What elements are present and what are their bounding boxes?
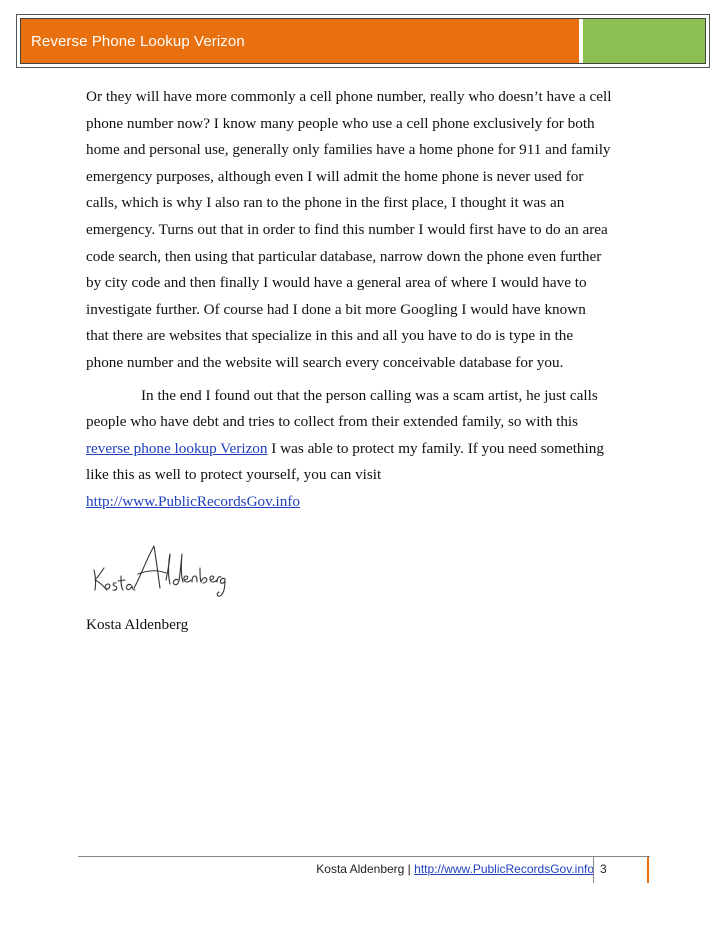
text-line: that there are websites that specialize in this and all you have to do is type in the	[86, 327, 574, 345]
text-line: by city code and then finally I would have a general area of where I would have to	[86, 274, 587, 292]
text-line: home and personal use, generally only families have a home phone for 911 and family	[86, 141, 611, 159]
signer-name: Kosta Aldenberg	[86, 616, 189, 633]
footer-url-link[interactable]: http://www.PublicRecordsGov.info	[414, 862, 594, 876]
text-line: like this as well to protect yourself, you can visit	[86, 466, 382, 484]
public-records-link[interactable]: http://www.PublicRecordsGov.info	[86, 492, 301, 510]
reverse-phone-lookup-link[interactable]: reverse phone lookup Verizon	[86, 439, 268, 457]
text-line-with-link	[86, 436, 656, 463]
footer-separator: |	[404, 862, 415, 876]
document-body	[86, 84, 656, 516]
header-title-box	[21, 19, 581, 63]
text-line-with-link	[86, 489, 656, 516]
text-line: In the end I found out that the person calling was a scam artist, he just calls	[141, 386, 598, 404]
text-line: emergency purposes, although even I will admit the home phone is never used for	[86, 167, 584, 185]
text-line: people who have debt and tries to collect from their extended family, so with this	[86, 413, 579, 431]
text-line: code search, then using that particular database, narrow down the phone even further	[86, 247, 602, 265]
text-line: emergency. Turns out that in order to find this number I would first have to do an area	[86, 220, 608, 238]
text-line: calls, which is why I also ran to the phone in the first place, I thought it was an	[86, 194, 565, 212]
header-accent-block	[581, 19, 705, 63]
paragraph-1	[86, 84, 656, 377]
text-line: Or they will have more commonly a cell phone number, really who doesn’t have a cell	[86, 88, 612, 105]
page-header	[20, 18, 706, 64]
text-line: phone number and the website will search every conceivable database for you.	[86, 353, 564, 371]
text-fragment: I was able to protect my family. If you need something	[267, 439, 604, 457]
footer-credit	[316, 862, 594, 876]
header-title: Reverse Phone Lookup Verizon	[31, 32, 245, 50]
page-number: 3	[600, 862, 607, 876]
footer-author: Kosta Aldenberg	[316, 862, 405, 876]
footer-divider	[78, 856, 650, 857]
text-line: phone number now? I know many people who use a cell phone exclusively for both	[86, 114, 595, 132]
handwritten-signature	[88, 540, 228, 600]
text-line: investigate further. Of course had I done a bit more Googling I would have known	[86, 300, 586, 318]
page-number-box	[593, 857, 649, 883]
paragraph-2	[86, 383, 656, 516]
